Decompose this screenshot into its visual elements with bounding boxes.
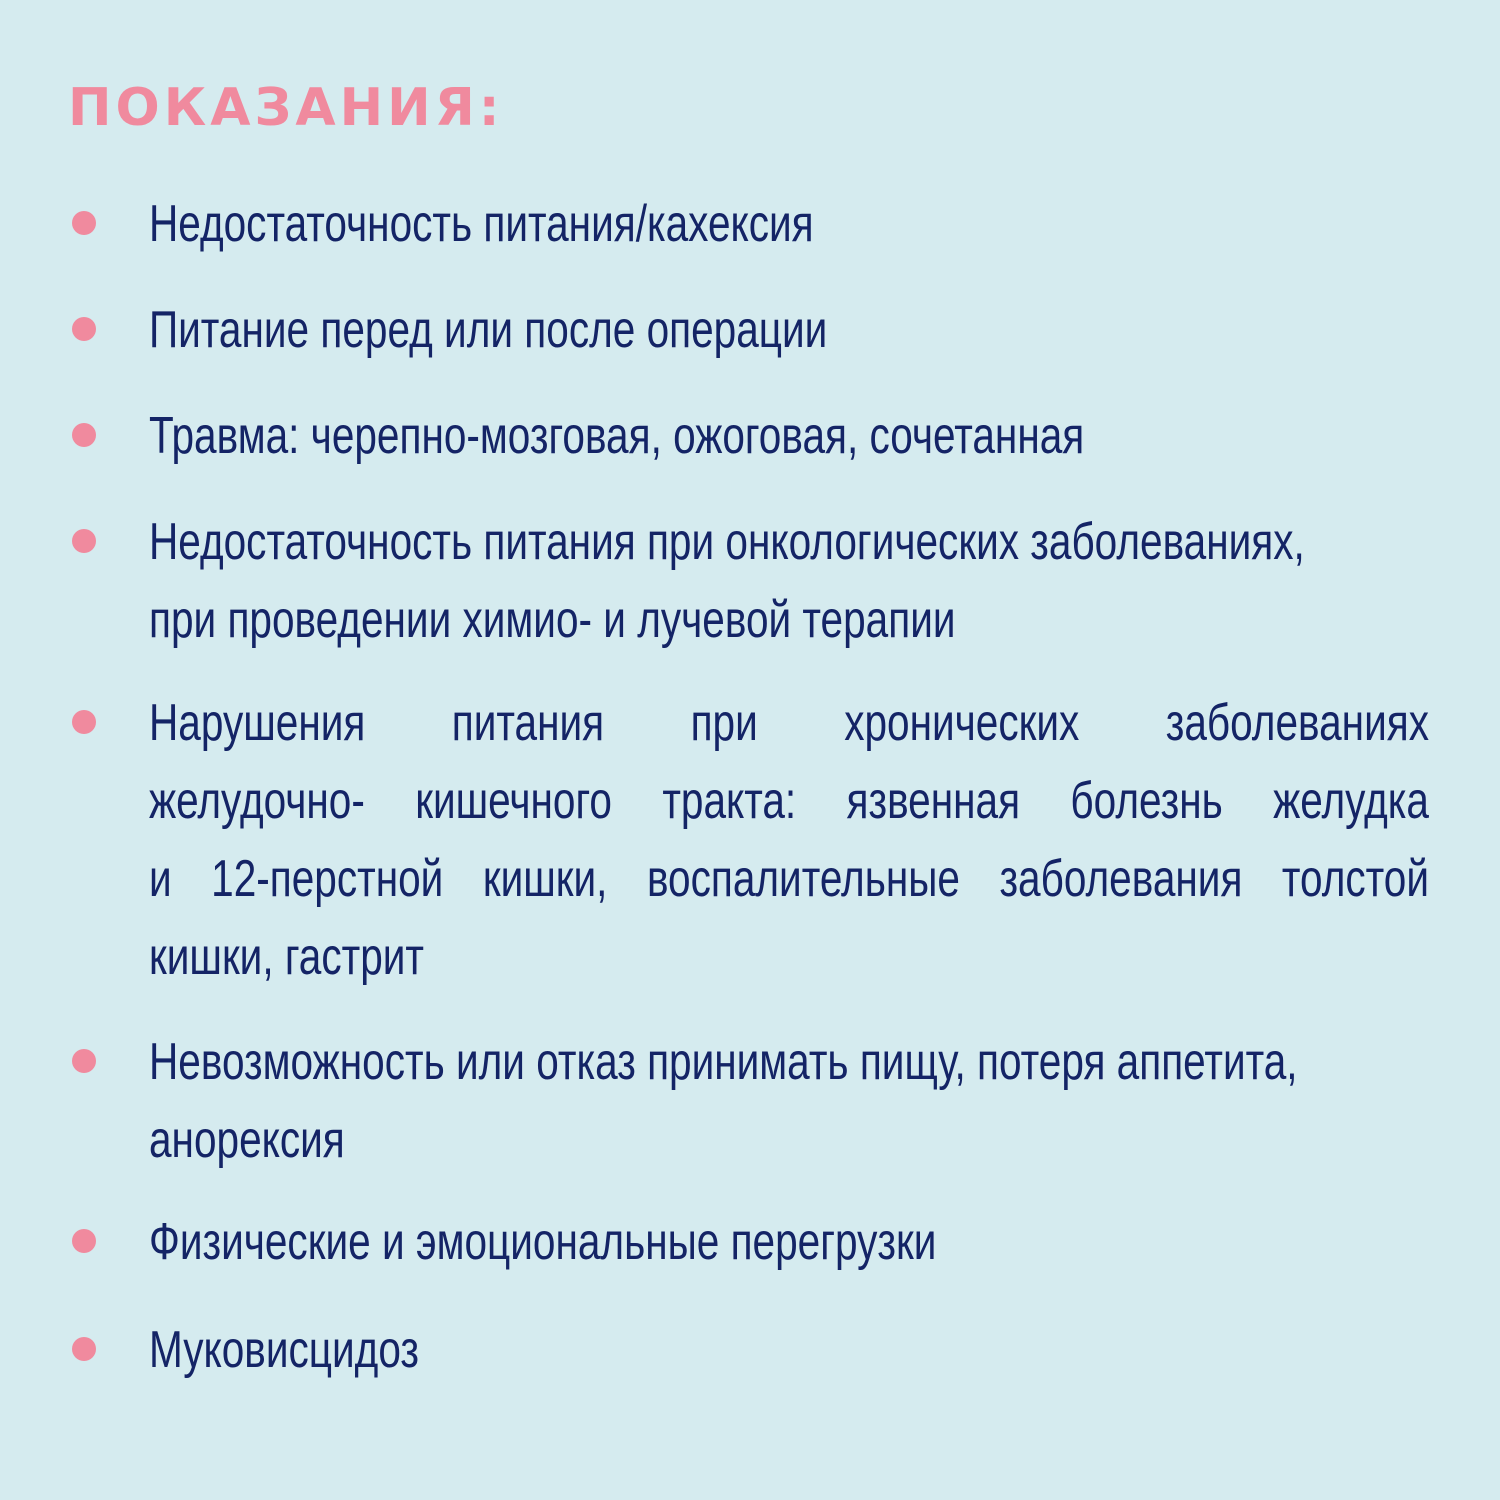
list-item-text [149,1023,1298,1179]
bullet-icon [72,529,96,553]
list-item-text [149,397,1147,475]
text-line: кишки, гастрит [149,928,424,986]
bullet-icon [72,1337,96,1361]
page-title: ПОКАЗАНИЯ: [68,78,504,138]
text-line: Физические и эмоциональные перегрузки [149,1213,937,1271]
text-line: Нарушения питания при хронических заболеваниях [149,694,1429,752]
list-item-text [149,1311,1147,1389]
text-line: Муковисцидоз [149,1321,420,1379]
text-line: анорексия [149,1111,345,1169]
text-line: Невозможность или отказ принимать пищу, потеря аппетита, [149,1033,1298,1091]
bullet-icon [72,710,96,734]
bullet-icon [72,211,96,235]
text-line: и 12-перстной кишки, воспалительные заболевания толстой [149,850,1429,908]
list-item-text [149,1203,1147,1281]
list-item-text [149,291,1147,369]
bullet-icon [72,1049,96,1073]
list-item-text [149,185,1147,263]
text-line: Питание перед или после операции [149,301,828,359]
text-line: желудочно- кишечного тракта: язвенная болезнь желудка [149,772,1429,830]
bullet-icon [72,1229,96,1253]
list-item-text [149,503,1305,659]
text-line: Недостаточность питания при онкологических заболеваниях, [149,513,1305,571]
text-line: при проведении химио- и лучевой терапии [149,591,956,649]
bullet-icon [72,317,96,341]
text-line: Травма: черепно-мозговая, ожоговая, сочетанная [149,407,1085,465]
text-line: Недостаточность питания/кахексия [149,195,814,253]
bullet-icon [72,423,96,447]
list-item-text [149,684,1429,996]
